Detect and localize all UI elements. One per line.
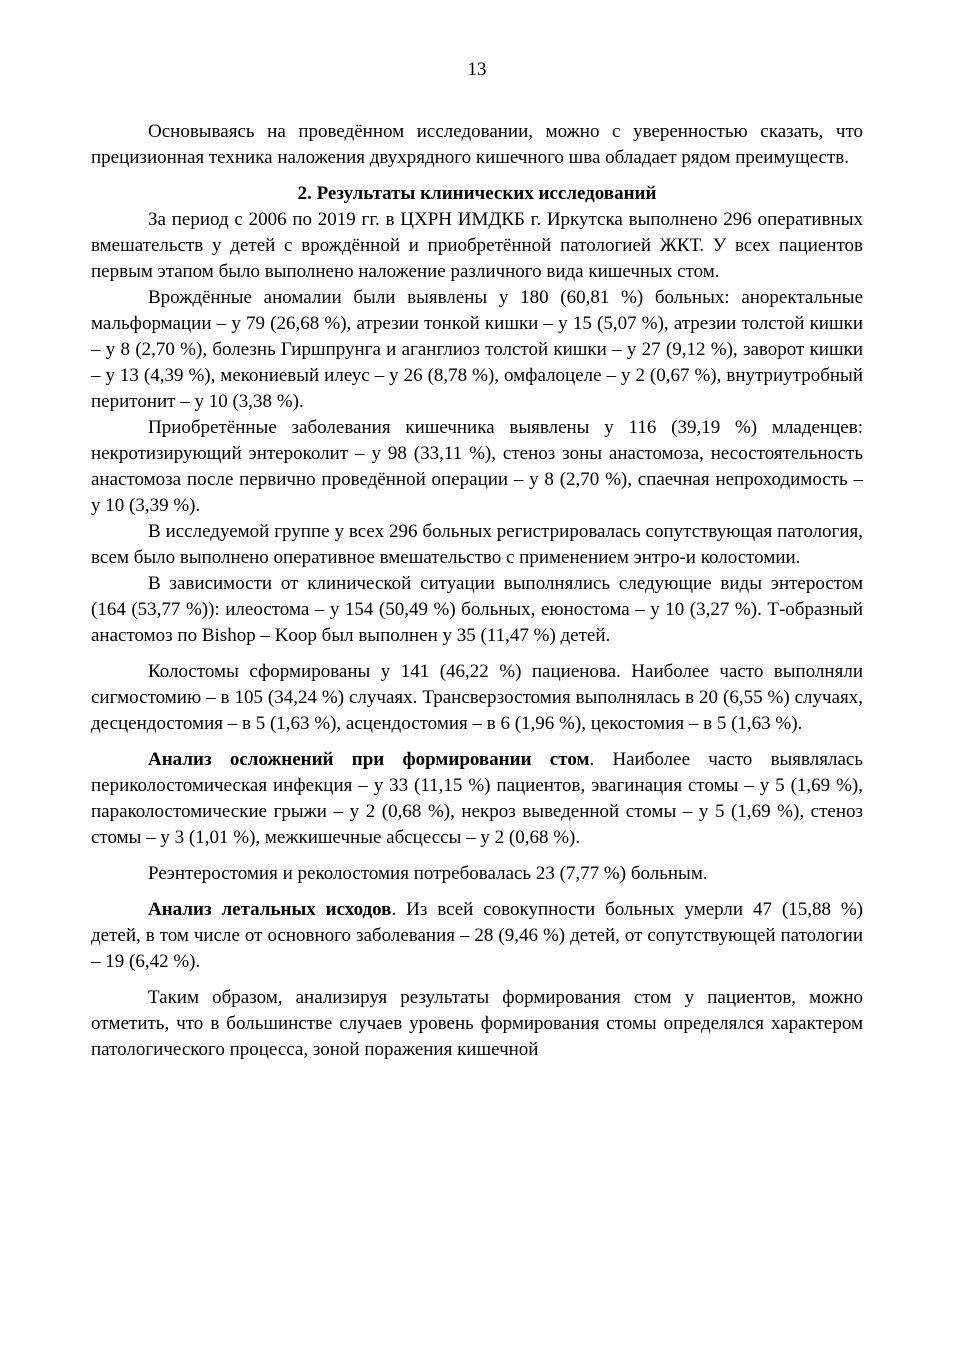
paragraph-colostomy: Колостомы сформированы у 141 (46,22 %) пациенова. Наиболее часто выполняли сигмостомию – в 105 (34,24 %) случаях. Трансверзостомия выполнялась в 20 (6,55 %) случаях, десцендостомия – в 5 (1,63 %), асцендостомия – в 6 (1,96 %), цекостомия – в 5 (1,63 %). <box>91 661 863 734</box>
paragraph-restoma: Реэнтеростомия и реколостомия потребовалась 23 (7,77 %) больным. <box>148 863 708 884</box>
paragraph-intro: Основываясь на проведённом исследовании, можно с уверенностью сказать, что прецизионная техника наложения двухрядного кишечного шва обладает рядом преимуществ. <box>91 121 863 168</box>
section-heading: 2. Результаты клинических исследований <box>297 183 657 204</box>
complications-lead: Анализ осложнений при формировании стом <box>148 749 590 770</box>
paragraph-period: За период с 2006 по 2019 гг. в ЦХРН ИМДКБ г. Иркутска выполнено 296 оперативных вмешательств у детей с врождённой и приобретённой патологией ЖКТ. У всех пациентов первым этапом было выполнено наложение различного вида кишечных стом. <box>91 209 863 282</box>
lethal-outcomes-lead: Анализ летальных исходов <box>148 899 392 920</box>
paragraph-congenital-anomalies: Врождённые аномалии были выявлены у 180 (60,81 %) больных: аноректальные мальформации – у 79 (26,68 %), атрезии тонкой кишки – у 15 (5,07 %), атрезии толстой кишки – у 8 (2,70 %), болезнь Гиршпрунга и аганглиоз толстой кишки – у 27 (9,12 %), заворот кишки – у 13 (4,39 %), мекониевый илеус – у 26 (8,78 %), омфалоцеле – у 2 (0,67 %), внутриутробный перитонит – у 10 (3,38 %). <box>91 287 863 412</box>
paragraph-comorbidity: В исследуемой группе у всех 296 больных регистрировалась сопутствующая патология, всем было выполнено оперативное вмешательство с применением энтро-и колостомии. <box>91 521 863 568</box>
paragraph-acquired-diseases: Приобретённые заболевания кишечника выявлены у 116 (39,19 %) младенцев: некротизирующий энтероколит – у 98 (33,11 %), стеноз зоны анастомоза, несостоятельность анастомоза после первично проведённой операции – у 8 (2,70 %), спаечная непроходимость – у 10 (3,39 %). <box>91 417 863 516</box>
paragraph-lethal-outcomes <box>91 897 863 975</box>
page-body <box>91 119 863 1063</box>
complications-text: . Наиболее часто выявлялась периколостомическая инфекция – у 33 (11,15 %) пациентов, эвагинация стомы – у 5 (1,69 %), параколостомические грыжи – у 2 (0,68 %), некроз выведенной стомы – у 5 (1,69 %), стеноз стомы – у 3 (1,01 %), межкишечные абсцессы – у 2 (0,68 %). <box>91 749 863 848</box>
paragraph-enterostomy: В зависимости от клинической ситуации выполнялись следующие виды энтеростом (164 (53,77 %)): илеостома – у 154 (50,49 %) больных, еюностома – у 10 (3,27 %). Т-образный анастомоз по Bishop – Koop был выполнен у 35 (11,47 %) детей. <box>91 573 863 646</box>
paragraph-complications <box>91 747 863 851</box>
paragraph-conclusion: Таким образом, анализируя результаты формирования стом у пациентов, можно отметить, что в большинстве случаев уровень формирования стомы определялся характером патологического процесса, зоной поражения кишечной <box>91 987 863 1060</box>
page-number: 13 <box>467 59 487 80</box>
lethal-outcomes-text: . Из всей совокупности больных умерли 47 (15,88 %) детей, в том числе от основного заболевания – 28 (9,46 %) детей, от сопутствующей патологии – 19 (6,42 %). <box>91 899 864 972</box>
